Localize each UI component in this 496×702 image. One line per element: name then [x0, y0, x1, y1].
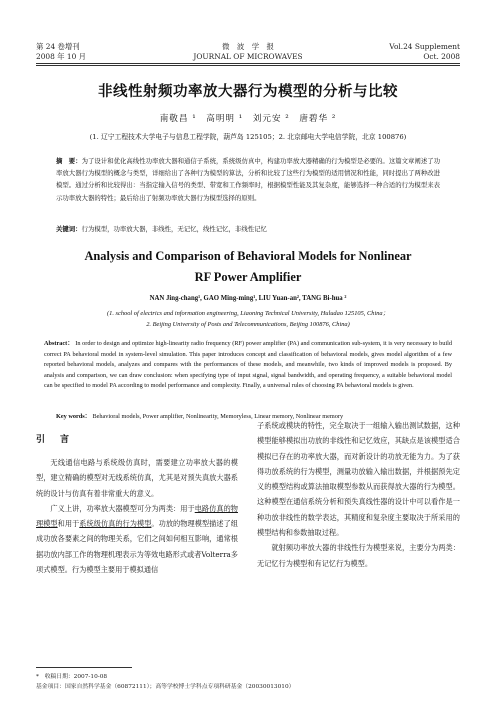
underlined-term-behavioral-model: 系统级仿真的行为模型	[79, 519, 152, 529]
footnote-funding: 基金项目：国家自然科学基金（60872111）；高等学校博士学科点专项科研基金（20030013010）	[36, 684, 295, 690]
journal-name: 微 波 学 报 JOURNAL OF MICROWAVES	[193, 42, 303, 61]
left-column	[36, 455, 238, 577]
chinese-abstract-text: 为了设计和优化高线性功率放大器和通信子系统，系统级仿真中，构建功率放大器精确的行为模型是必要的。这篇文章阐述了功率放大器行为模型的概念与类型，详细给出了各种行为模型的算法，分析和比较了这些行为模型的适用情况和性能，同时提出了两种改进模型。通过分析和比较得出：当指定输入信号的类型、带宽和工作频率时，根据模型性能及其复杂度，能够选择一种合适的行为模型来表示功率放大器的特性；最后给出了射频功率放大器行为模型选择的原则。	[56, 157, 441, 202]
english-affiliation: (1. school of electrics and information engineering, Liaoning Technical University, Huludao 125105, China； 2. Beijing University of Posts and Telecommunications, Beijing 100876, China)	[107, 310, 389, 328]
footnote-rule	[36, 667, 132, 668]
chinese-keywords-text: 行为模型，功率放大器，非线性，无记忆，线性记忆，非线性记忆	[81, 225, 267, 233]
english-authors: NAN Jing-chang¹, GAO Ming-ming¹, LIU Yuan-an², TANG Bi-hua ²	[149, 295, 347, 302]
chinese-authors: 南敬昌 ¹ 高明明 ¹ 刘元安 ² 唐碧华 ²	[159, 114, 337, 124]
intro-paragraph-3: 就射频功率放大器的非线性行为模型来说，主要分为两类：无记忆行为模型和有记忆行为模型。	[257, 543, 460, 568]
chinese-title: 非线性射频功率放大器行为模型的分析与比较	[98, 83, 398, 100]
journal-issue: Vol.24 Supplement Oct. 2008	[389, 42, 460, 61]
chinese-keywords-label: 关键词：	[56, 225, 82, 233]
english-title: Analysis and Comparison of Behavioral Models for Nonlinear RF Power Amplifier	[84, 249, 412, 284]
english-keywords-label: Key words：	[56, 413, 91, 420]
footnote-received-date: * 收稿日期：2007-10-08	[36, 674, 108, 680]
english-keywords-text: Behavioral models, Power amplifier, Nonlinearity, Memoryless, Linear memory, Nonlinear memory	[92, 413, 344, 420]
intro-paragraph-2: 广义上讲，功率放大器模型可分为两类：用于电路仿真的物理模型和用于系统级仿真的行为模型。功放的物理模型描述了组成功放各要素之间的物理关系，它们之间如何相互影响，通常根据功放内部工作的物理机理表示为等效电路形式或者Volterra多项式模型。行为模型主要用于模拟通信	[36, 503, 238, 575]
chinese-affiliation: (1. 辽宁工程技术大学电子与信息工程学院，葫芦岛 125105；2. 北京邮电大学电信学院，北京 100876)	[89, 133, 407, 141]
journal-volume: 第 24 卷增刊 2008 年 10 月	[36, 42, 87, 61]
intro-paragraph-2-continued: 子系统或模块的特性，完全取决于一组输入输出测试数据，这种模型能够模拟出功放的非线性和记忆效应，其缺点是该模型适合模拟已存在的功率放大器，而对新设计的功放无能为力。为了获得功放系统的行为模型，测量功放输入输出数据，并根据预先定义的模型结构或算法抽取模型参数从而获得放大器的行为模型。这种模型在通信系统分析和预失真线性器的设计中可以看作是一种功放非线性的数学表达，其精度和复杂度主要取决于所采用的模型结构和参数抽取过程。	[257, 421, 460, 538]
chinese-abstract	[56, 155, 440, 204]
underlined-term-physical-model: 电路仿真的物理模型	[36, 503, 238, 529]
header-rule-thin	[36, 65, 460, 66]
english-abstract	[44, 339, 452, 392]
intro-paragraph-1: 无线通信电路与系统级仿真时，需要建立功率放大器的模型，建立精确的模型对无线系统仿真，尤其是对预失真放大器系统的设计与仿真有着非常重大的意义。	[36, 458, 238, 498]
section-heading-introduction: 引 言	[36, 435, 73, 445]
english-abstract-text: In order to design and optimize high-linearity radio frequency (RF) power amplifier (PA) and communication sub-system, it is very necessary to build correct PA behavioral model in system-level simulation. This paper introduces concept and classification of behavioral models, gives model algorithm of a few reported behavioral models, analyzes and compares with the performances of these models, and meanwhile, two kinds of improved models is proposed. By analysis and comparison, we can draw conclusion: when specifying type of input signal, signal bandwidth, and operating frequency, a suitable behavioral model can be specified to model PA according to model performance and complexity. Finally, a universal rules of choosing PA behavioral models is given.	[44, 340, 453, 389]
header-rule	[36, 63, 460, 64]
right-column	[257, 418, 460, 571]
english-abstract-label: Abstract：	[44, 340, 74, 347]
chinese-abstract-label: 摘 要：	[56, 157, 82, 165]
chinese-keywords	[56, 224, 440, 233]
